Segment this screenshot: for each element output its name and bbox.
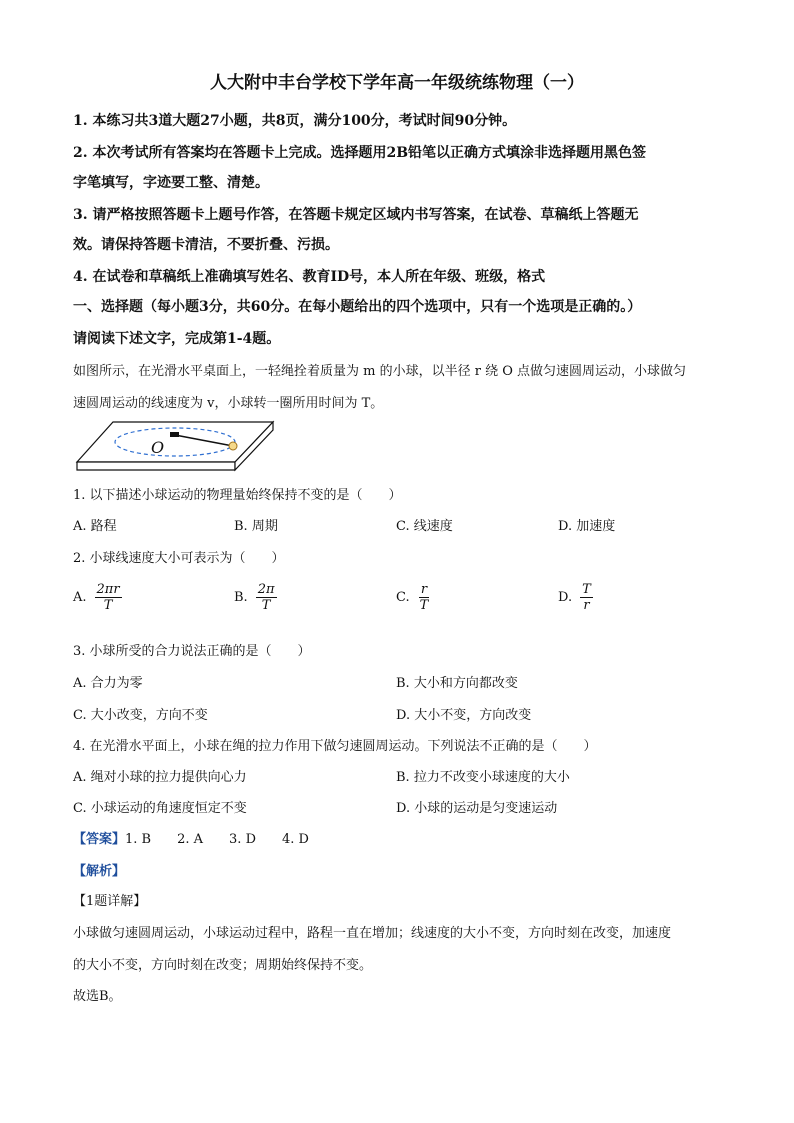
instruction-3: 3. 请严格按照答题卡上题号作答，在答题卡规定区域内书写答案，在试卷、草稿纸上答题无 xyxy=(73,207,639,223)
q2-option-d-numerator: T xyxy=(582,582,591,597)
analysis-line-3: 故选B。 xyxy=(73,989,122,1004)
q2-option-b-letter: B. xyxy=(234,590,248,605)
q3-option-d[interactable]: D. 大小不变，方向改变 xyxy=(396,708,532,723)
question-2-stem: 2. 小球线速度大小可表示为（ ） xyxy=(73,551,285,566)
q2-option-c-denominator: T xyxy=(419,598,429,613)
analysis-line-1: 小球做匀速圆周运动，小球运动过程中，路程一直在增加；线速度的大小不变，方向时刻在改变，加速度 xyxy=(73,926,672,941)
instruction-2-cont: 字笔填写，字迹要工整、清楚。 xyxy=(73,175,269,191)
ball xyxy=(229,442,237,450)
instruction-1: 1. 本练习共3道大题27小题，共8页，满分100分，考试时间90分钟。 xyxy=(73,113,517,129)
circular-motion-figure xyxy=(75,420,275,476)
table-front xyxy=(77,462,235,470)
pivot-peg xyxy=(170,432,179,437)
analysis-label: 【解析】 xyxy=(73,864,126,879)
q1-option-a[interactable]: A. 路程 xyxy=(73,519,117,534)
instruction-2: 2. 本次考试所有答案均在答题卡上完成。选择题用2B铅笔以正确方式填涂非选择题用黑色签 xyxy=(73,145,647,161)
q2-option-c-fraction xyxy=(418,582,431,613)
q2-option-b[interactable] xyxy=(234,582,277,613)
analysis-line-2: 的大小不变，方向时刻在改变；周期始终保持不变。 xyxy=(73,958,373,973)
center-label: O xyxy=(151,438,165,457)
q2-option-d-fraction xyxy=(580,582,593,613)
q1-option-b[interactable]: B. 周期 xyxy=(234,519,278,534)
q4-option-c[interactable]: C. 小球运动的角速度恒定不变 xyxy=(73,801,247,816)
q2-option-b-numerator: 2π xyxy=(257,582,275,597)
q2-option-a-numerator: 2πr xyxy=(96,582,120,597)
q2-option-d-denominator: r xyxy=(583,598,590,613)
answer-label: 【答案】 xyxy=(73,832,126,847)
q3-option-b[interactable]: B. 大小和方向都改变 xyxy=(396,676,518,691)
q1-option-c[interactable]: C. 线速度 xyxy=(396,519,453,534)
q4-option-d[interactable]: D. 小球的运动是匀变速运动 xyxy=(396,801,558,816)
q3-option-a[interactable]: A. 合力为零 xyxy=(73,676,143,691)
section-intro: 请阅读下述文字，完成第1-4题。 xyxy=(73,331,281,347)
section-heading: 一、选择题（每小题3分，共60分。在每小题给出的四个选项中，只有一个选项是正确的。） xyxy=(73,299,642,315)
instruction-3-cont: 效。请保持答题卡清洁，不要折叠、污损。 xyxy=(73,237,339,253)
q2-option-c-letter: C. xyxy=(396,590,410,605)
q4-option-b[interactable]: B. 拉力不改变小球速度的大小 xyxy=(396,770,570,785)
q2-option-b-fraction xyxy=(256,582,277,613)
q3-option-c[interactable]: C. 大小改变，方向不变 xyxy=(73,708,208,723)
q2-option-a-fraction xyxy=(95,582,122,613)
q2-option-a-denominator: T xyxy=(103,598,113,613)
q2-option-d[interactable] xyxy=(558,582,593,613)
question-3-stem: 3. 小球所受的合力说法正确的是（ ） xyxy=(73,644,311,659)
q2-option-a-letter: A. xyxy=(73,590,87,605)
q4-option-a[interactable]: A. 绳对小球的拉力提供向心力 xyxy=(73,770,247,785)
passage-line-1: 如图所示，在光滑水平桌面上，一轻绳拴着质量为 m 的小球，以半径 r 绕 O 点做匀速圆周运动，小球做匀 xyxy=(73,364,686,379)
q2-option-b-denominator: T xyxy=(261,598,271,613)
answer-line xyxy=(73,828,309,847)
analysis-sub-label: 【1题详解】 xyxy=(73,894,147,909)
q2-option-c-numerator: r xyxy=(420,582,428,597)
q2-option-a[interactable] xyxy=(73,582,122,613)
question-4-stem: 4. 在光滑水平面上，小球在绳的拉力作用下做匀速圆周运动。下列说法不正确的是（ ） xyxy=(73,739,597,754)
q1-option-d[interactable]: D. 加速度 xyxy=(558,519,616,534)
page-title: 人大附中丰台学校下学年高一年级统练物理（一） xyxy=(210,73,584,93)
question-1-stem: 1. 以下描述小球运动的物理量始终保持不变的是（ ） xyxy=(73,488,402,503)
q2-option-c[interactable] xyxy=(396,582,430,613)
instruction-4: 4. 在试卷和草稿纸上准确填写姓名、教育ID号，本人所在年级、班级，格式 xyxy=(73,269,546,285)
q2-option-d-letter: D. xyxy=(558,590,573,605)
passage-line-2: 速圆周运动的线速度为 v，小球转一圈所用时间为 T。 xyxy=(73,396,384,411)
answer-value: 1. B 2. A 3. D 4. D xyxy=(125,832,309,847)
